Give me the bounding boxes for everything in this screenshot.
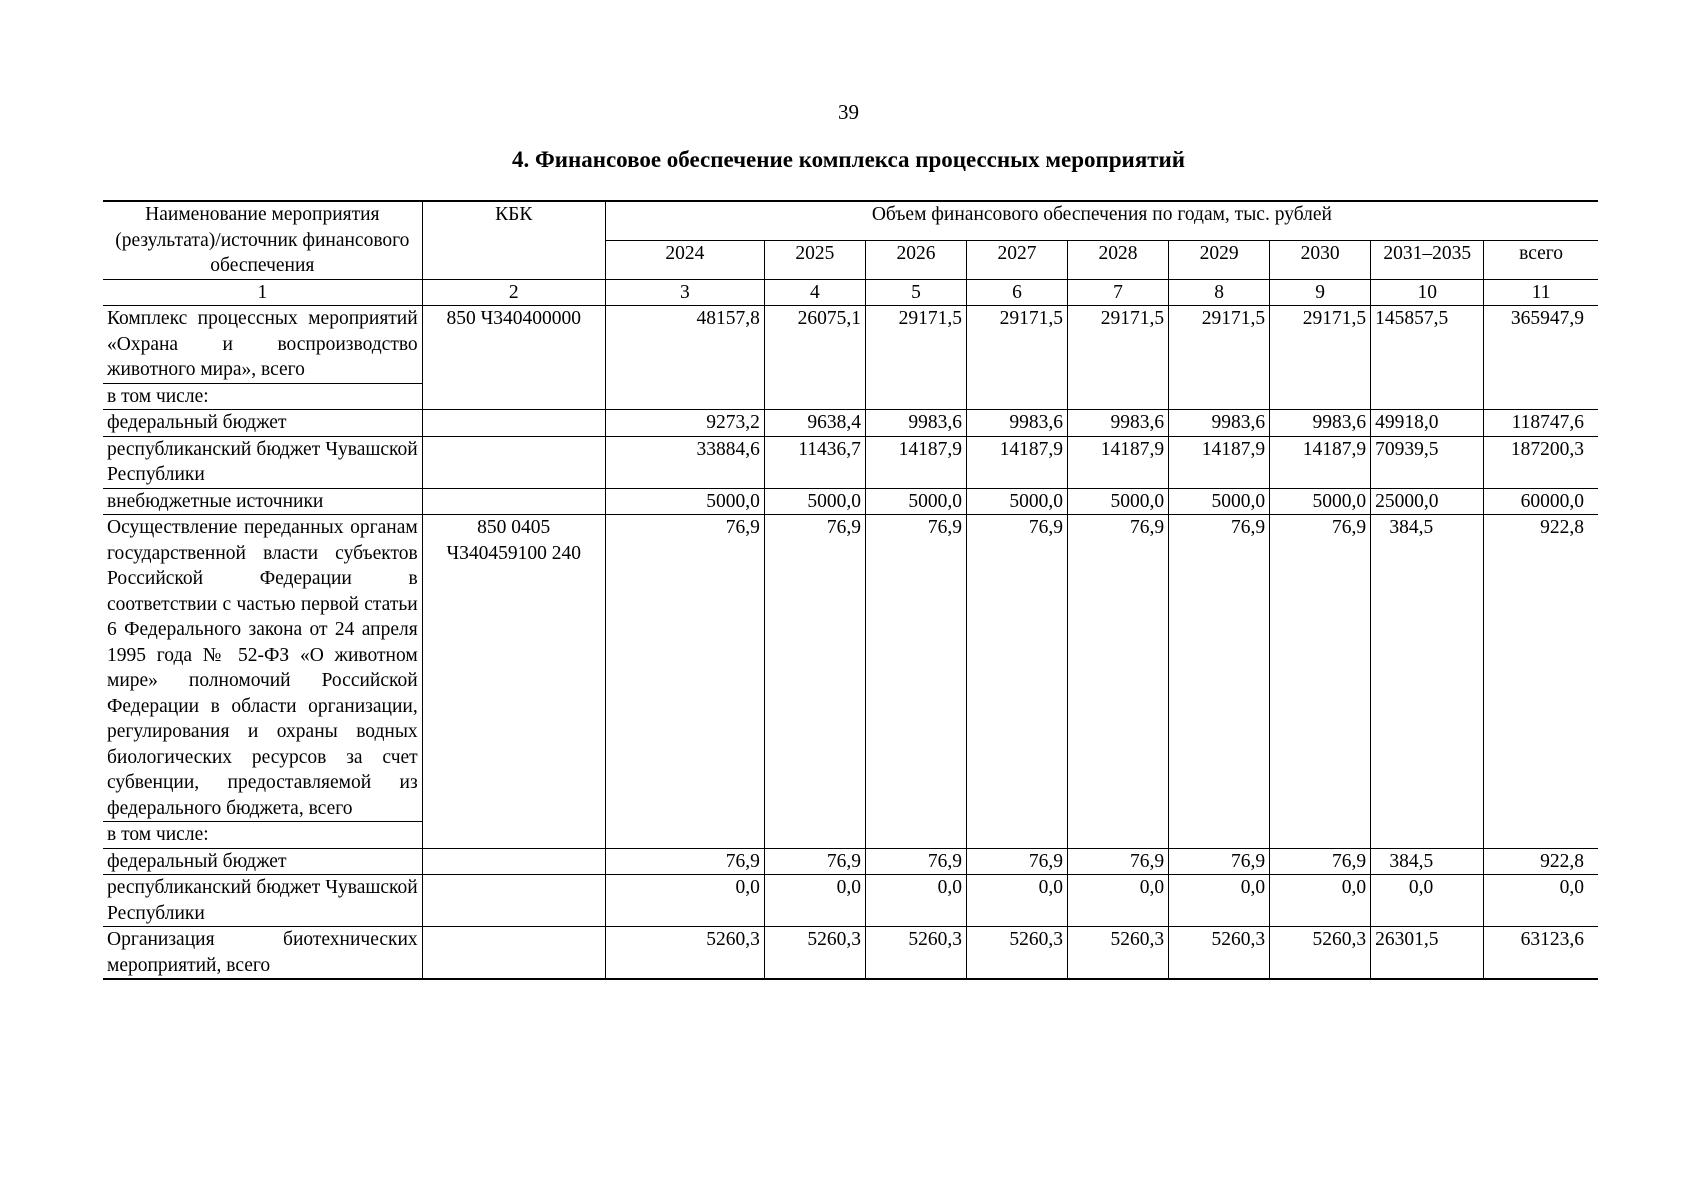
row-value-col-6: 5260,3 [966, 927, 1067, 980]
column-number-6: 6 [966, 279, 1067, 306]
header-volume-column: Объем финансового обеспечения по годам, тыс. рублей [605, 201, 1598, 240]
row-value-col-10: 26301,5 [1371, 927, 1484, 980]
row-value-col-5: 9983,6 [865, 410, 966, 437]
column-number-11: 11 [1484, 279, 1598, 306]
row-name: внебюджетные источники [103, 488, 422, 515]
row-name: Комплекс процессных мероприятий «Охрана и воспроизводство животного мира», всего [103, 306, 422, 384]
table-row [103, 306, 1598, 384]
header-year-9: всего [1484, 240, 1598, 279]
row-kbk-empty [422, 488, 605, 515]
table-row [103, 410, 1598, 437]
row-value-col-4: 9638,4 [764, 410, 865, 437]
row-value-col-5: 5260,3 [865, 927, 966, 980]
row-value-col-3: 48157,8 [605, 306, 764, 410]
row-value-col-8: 9983,6 [1169, 410, 1270, 437]
header-year-5: 2028 [1068, 240, 1169, 279]
row-value-col-11: 365947,9 [1484, 306, 1598, 410]
row-value-col-11: 922,8 [1484, 515, 1598, 849]
row-name: республиканский бюджет Чувашской Республики [103, 436, 422, 488]
row-value-col-5: 5000,0 [865, 488, 966, 515]
page-title: 4. Финансовое обеспечение комплекса процессных мероприятий [511, 147, 1186, 172]
row-value-col-9: 0,0 [1270, 875, 1371, 927]
row-value-col-4: 76,9 [764, 848, 865, 875]
column-number-3: 3 [605, 279, 764, 306]
row-value-col-5: 14187,9 [865, 436, 966, 488]
row-value-col-7: 14187,9 [1068, 436, 1169, 488]
row-value-col-3: 0,0 [605, 875, 764, 927]
row-kbk-empty [422, 410, 605, 437]
column-number-4: 4 [764, 279, 865, 306]
row-value-col-9: 76,9 [1270, 515, 1371, 849]
row-value-col-9: 9983,6 [1270, 410, 1371, 437]
header-year-6: 2029 [1169, 240, 1270, 279]
row-value-col-8: 76,9 [1169, 515, 1270, 849]
row-value-col-4: 11436,7 [764, 436, 865, 488]
row-value-col-11: 60000,0 [1484, 488, 1598, 515]
column-number-7: 7 [1068, 279, 1169, 306]
header-kbk-column: КБК [422, 201, 605, 279]
row-value-col-5: 76,9 [865, 515, 966, 849]
financing-table [103, 200, 1598, 980]
row-kbk: 850 Ч340400000 [422, 306, 605, 410]
row-name: федеральный бюджет [103, 410, 422, 437]
row-value-col-4: 0,0 [764, 875, 865, 927]
row-value-col-11: 63123,6 [1484, 927, 1598, 980]
table-row [103, 927, 1598, 980]
row-value-col-6: 5000,0 [966, 488, 1067, 515]
row-value-col-10: 0,0 [1371, 875, 1484, 927]
row-kbk-empty [422, 436, 605, 488]
row-value-col-7: 29171,5 [1068, 306, 1169, 410]
table-row [103, 875, 1598, 927]
row-name: Организация биотехнических мероприятий, всего [103, 927, 422, 980]
row-value-col-4: 76,9 [764, 515, 865, 849]
row-value-col-11: 922,8 [1484, 848, 1598, 875]
column-number-2: 2 [422, 279, 605, 306]
header-year-3: 2026 [865, 240, 966, 279]
row-value-col-9: 14187,9 [1270, 436, 1371, 488]
row-value-col-7: 0,0 [1068, 875, 1169, 927]
row-value-col-9: 5260,3 [1270, 927, 1371, 980]
row-value-col-6: 14187,9 [966, 436, 1067, 488]
row-value-col-9: 29171,5 [1270, 306, 1371, 410]
header-year-4: 2027 [966, 240, 1067, 279]
header-name-column: Наименование мероприятия (результата)/источник финансового обеспечения [103, 201, 422, 279]
row-value-col-10: 49918,0 [1371, 410, 1484, 437]
row-value-col-6: 29171,5 [966, 306, 1067, 410]
row-value-col-8: 5260,3 [1169, 927, 1270, 980]
column-number-9: 9 [1270, 279, 1371, 306]
row-value-col-6: 0,0 [966, 875, 1067, 927]
row-name: в том числе: [103, 383, 422, 410]
row-value-col-3: 5260,3 [605, 927, 764, 980]
row-value-col-5: 0,0 [865, 875, 966, 927]
column-number-1: 1 [103, 279, 422, 306]
row-value-col-6: 76,9 [966, 515, 1067, 849]
column-number-5: 5 [865, 279, 966, 306]
row-value-col-9: 5000,0 [1270, 488, 1371, 515]
row-value-col-11: 118747,6 [1484, 410, 1598, 437]
row-value-col-4: 5260,3 [764, 927, 865, 980]
row-value-col-10: 25000,0 [1371, 488, 1484, 515]
row-value-col-3: 76,9 [605, 848, 764, 875]
row-value-col-5: 76,9 [865, 848, 966, 875]
row-kbk-empty [422, 927, 605, 980]
row-kbk: 850 0405 Ч340459100 240 [422, 515, 605, 849]
header-year-7: 2030 [1270, 240, 1371, 279]
header-year-2: 2025 [764, 240, 865, 279]
row-value-col-5: 29171,5 [865, 306, 966, 410]
row-value-col-3: 76,9 [605, 515, 764, 849]
row-name: в том числе: [103, 822, 422, 849]
row-value-col-8: 0,0 [1169, 875, 1270, 927]
row-name: федеральный бюджет [103, 848, 422, 875]
row-value-col-10: 145857,5 [1371, 306, 1484, 410]
row-value-col-7: 76,9 [1068, 848, 1169, 875]
row-name: Осуществление переданных органам государственной власти субъектов Российской Федерации в соответствии с частью первой статьи 6 Федерального закона от 24 апреля 1995 года № 52-ФЗ «О животном мире» полномочий Российской Федерации в области организации, регулирования и охраны водных биологических ресурсов за счет субвенции, предоставляемой из федерального бюджета, всего [103, 515, 422, 822]
row-value-col-8: 14187,9 [1169, 436, 1270, 488]
row-value-col-3: 9273,2 [605, 410, 764, 437]
row-value-col-6: 76,9 [966, 848, 1067, 875]
page-number: 39 [838, 100, 859, 124]
row-value-col-6: 9983,6 [966, 410, 1067, 437]
row-value-col-9: 76,9 [1270, 848, 1371, 875]
row-value-col-8: 29171,5 [1169, 306, 1270, 410]
column-number-10: 10 [1371, 279, 1484, 306]
column-numbers-row [103, 279, 1598, 306]
row-value-col-10: 384,5 [1371, 848, 1484, 875]
header-year-8: 2031–2035 [1371, 240, 1484, 279]
row-value-col-8: 76,9 [1169, 848, 1270, 875]
table-row [103, 515, 1598, 822]
row-value-col-7: 5000,0 [1068, 488, 1169, 515]
row-value-col-10: 70939,5 [1371, 436, 1484, 488]
row-kbk-empty [422, 848, 605, 875]
row-kbk-empty [422, 875, 605, 927]
row-value-col-8: 5000,0 [1169, 488, 1270, 515]
column-number-8: 8 [1169, 279, 1270, 306]
row-value-col-3: 33884,6 [605, 436, 764, 488]
row-name: республиканский бюджет Чувашской Республики [103, 875, 422, 927]
table-row [103, 488, 1598, 515]
table-row [103, 436, 1598, 488]
row-value-col-11: 0,0 [1484, 875, 1598, 927]
header-year-1: 2024 [605, 240, 764, 279]
row-value-col-7: 5260,3 [1068, 927, 1169, 980]
row-value-col-7: 76,9 [1068, 515, 1169, 849]
row-value-col-11: 187200,3 [1484, 436, 1598, 488]
row-value-col-4: 5000,0 [764, 488, 865, 515]
table-row [103, 848, 1598, 875]
row-value-col-10: 384,5 [1371, 515, 1484, 849]
row-value-col-3: 5000,0 [605, 488, 764, 515]
row-value-col-4: 26075,1 [764, 306, 865, 410]
row-value-col-7: 9983,6 [1068, 410, 1169, 437]
